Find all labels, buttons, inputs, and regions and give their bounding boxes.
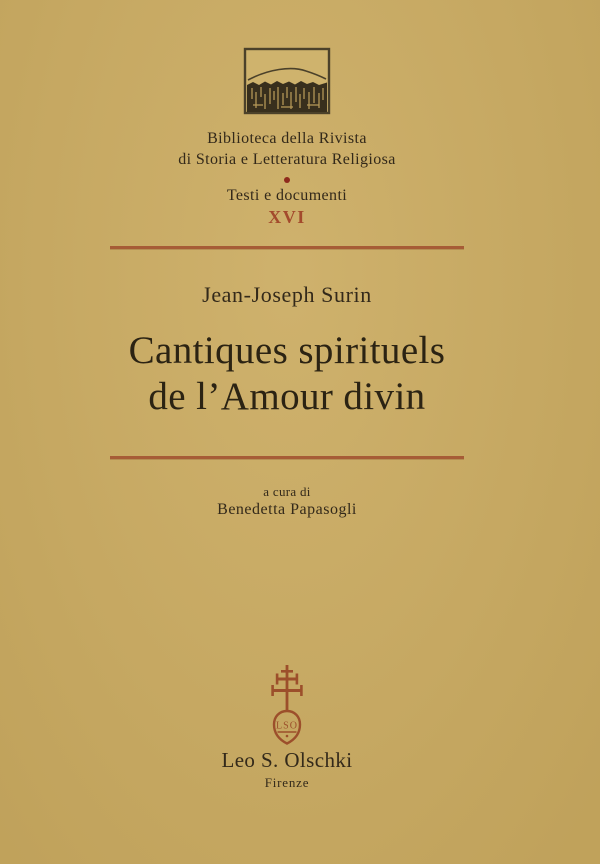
series-title-line1: Biblioteca della Rivista [207, 130, 367, 147]
book-title-line1: Cantiques spirituels [128, 329, 446, 372]
series-woodcut-emblem-icon [243, 47, 331, 122]
author-name: Jean-Joseph Surin [202, 282, 372, 307]
horizontal-rule-top [110, 246, 464, 249]
publisher-city: Firenze [264, 775, 310, 790]
book-title [0, 328, 574, 420]
subseries-title: Testi e documenti [226, 187, 348, 204]
editor-name: Benedetta Papasogli [217, 501, 357, 518]
book-title-line2: de l’Amour divin [148, 375, 426, 418]
series-volume-number: XVI [268, 207, 306, 227]
printers-mark-monogram: LSO [276, 720, 298, 732]
horizontal-rule-bottom [110, 456, 464, 459]
separator-dot-icon [284, 177, 290, 183]
publisher-name: Leo S. Olschki [221, 748, 353, 772]
printers-mark-icon [267, 662, 307, 751]
series-title-line2: di Storia e Letteratura Religiosa [178, 151, 396, 168]
editor-prefix: a cura di [263, 484, 311, 499]
